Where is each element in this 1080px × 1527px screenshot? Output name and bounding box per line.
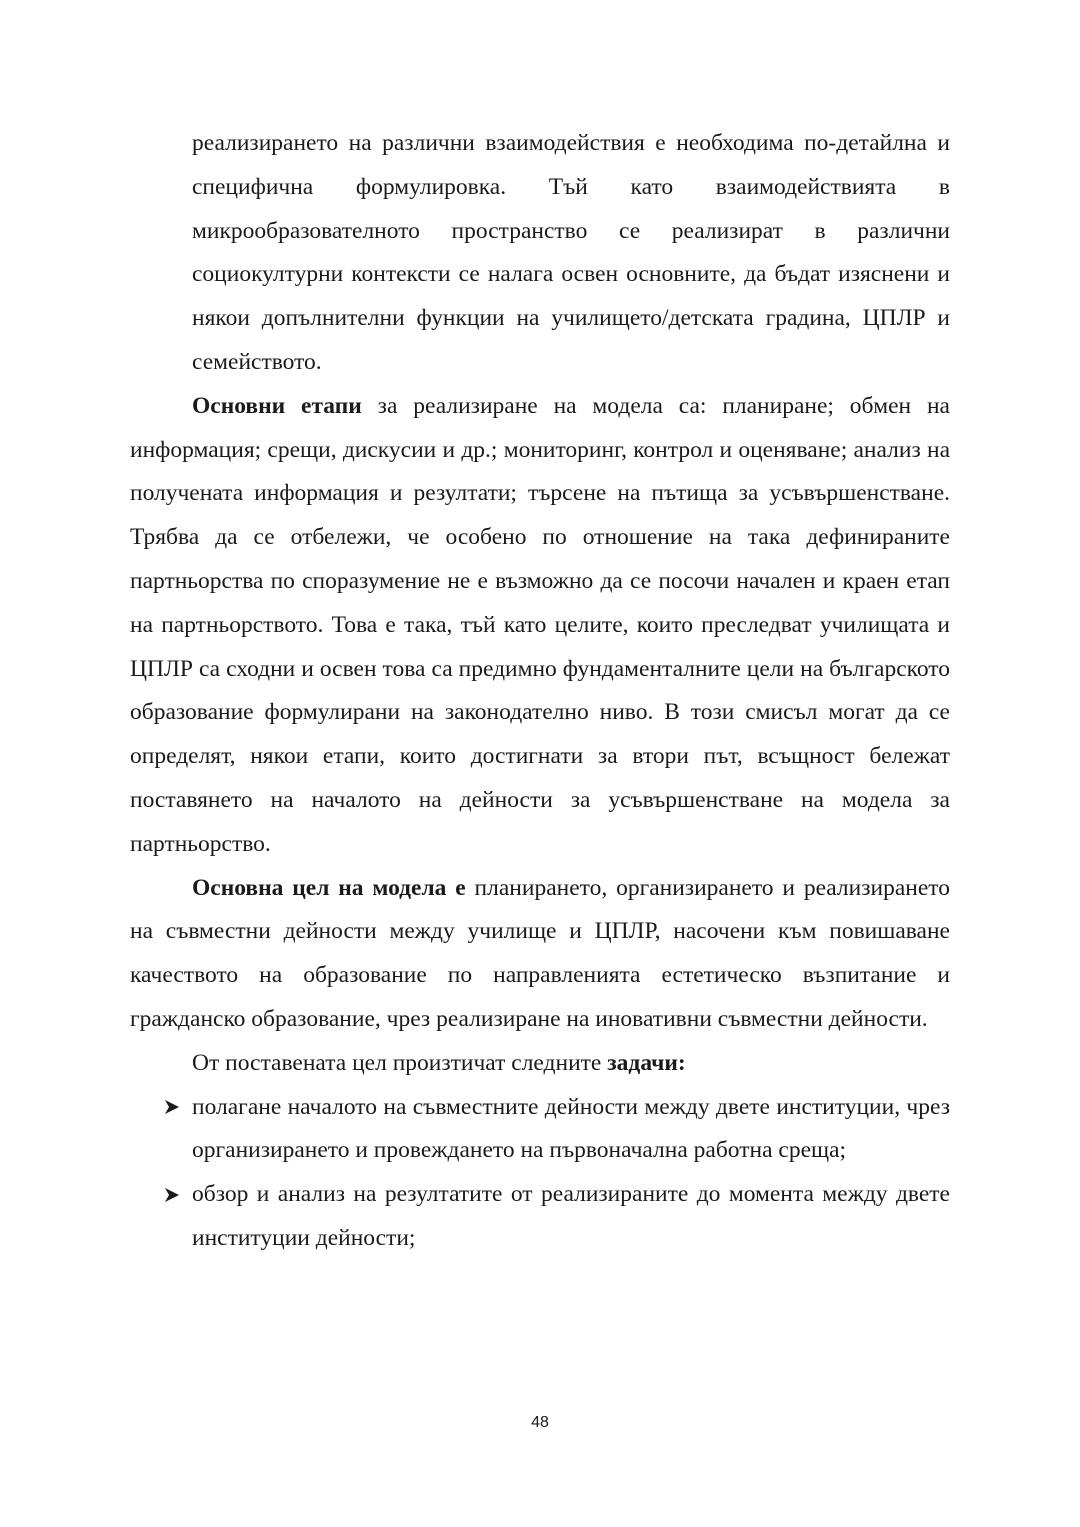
task-text: полагане началото на съвместните дейности между двете институции, чрез организирането и провеждането на първоначална работна среща; [192, 1093, 950, 1164]
stages-lead: Основни етапи [192, 392, 362, 419]
stages-text: за реализиране на модела са: планиране; обмен на информация; срещи, дискусии и др.; мониторинг, контрол и оценяване; анализ на получената информация и резултати; търсене на пътища за усъвършенстване. Трябва да се отбележи, че особено по отношение на така дефинираните партньорства по споразумение не е възможно да се посочи начален и краен етап на партньорството. Това е така, тъй като целите, които преследват училищата и ЦПЛР са сходни и освен това са предимно фундаменталните цели на българското образование формулирани на законодателно ниво. В този смисъл могат да се определят, някои етапи, които достигнати за втори път, всъщност бележат поставянето на началото на дейности за усъвършенстване на модела за партньорство. [130, 392, 950, 857]
list-item [130, 1173, 950, 1261]
list-item [130, 1086, 950, 1174]
tasks-intro-paragraph [130, 1042, 950, 1086]
arrowhead-bullet-icon [162, 1086, 182, 1130]
page-number: 48 [531, 1414, 549, 1431]
goal-text: планирането, организирането и реализирането на съвместни дейности между училище и ЦПЛР, насочени към повишаване качеството на образование по направленията естетическо възпитание и гражданско образование, чрез реализиране на иновативни съвместни дейности. [130, 874, 950, 1032]
goal-lead: Основна цел на модела е [192, 874, 466, 901]
goal-paragraph [130, 867, 950, 1042]
arrowhead-bullet-icon [162, 1173, 182, 1217]
document-page [130, 122, 950, 1261]
tasks-intro-text: От поставената цел произтичат следните [192, 1049, 608, 1076]
stages-paragraph [130, 385, 950, 867]
tasks-intro-bold: задачи: [607, 1049, 686, 1076]
tasks-list [130, 1086, 950, 1261]
continuation-paragraph: реализирането на различни взаимодействия е необходима по-детайлна и специфична формулировка. Тъй като взаимодействията в микрообразователното пространство се реализират в различни социокултурни контексти се налага освен основните, да бъдат изяснени и някои допълнителни функции на училището/детската градина, ЦПЛР и семейството. [192, 130, 950, 375]
task-text: обзор и анализ на резултатите от реализираните до момента между двете институции дейности; [192, 1181, 950, 1251]
